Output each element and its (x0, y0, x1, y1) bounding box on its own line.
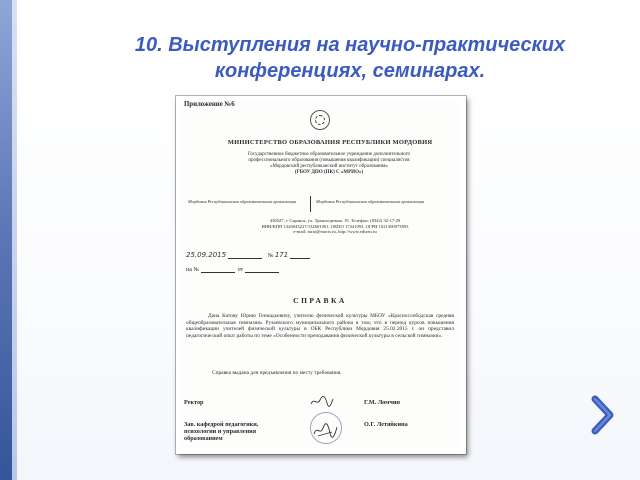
org-line-1: Государственное бюджетное образовательное учреждение дополнительного (247, 152, 411, 157)
address-line-1: 430027, г. Саранск, ул. Транспортная, 19. Телефон: (8342) 32-17-29 (269, 218, 401, 223)
coat-of-arms-emblem (310, 110, 330, 130)
address-block (222, 218, 448, 235)
department-title-line3: образованием (184, 435, 223, 443)
reference-line (186, 267, 279, 273)
reference-from-label: от (237, 267, 244, 273)
letterhead-divider (310, 196, 311, 212)
registration-date: 25.09.2015 (186, 251, 227, 259)
org-line-4: (ГБОУ ДПО (ПК) С «МРИО») (294, 170, 364, 175)
rector-title: Ректор (184, 399, 204, 406)
rector-name: Г.М. Ломчин (364, 399, 400, 406)
reference-from-underline (245, 272, 279, 273)
reference-to-label: на № (186, 267, 200, 273)
slide-title-line2: конференциях, семинарах. (214, 60, 486, 82)
slide-left-band (0, 0, 12, 480)
document-scan (176, 96, 466, 454)
department-title-line1: Зав. кафедрой педагогики, (184, 421, 259, 428)
department-head-name: О.Г. Летяйкина (364, 421, 408, 428)
address-line-3: e-mail: mrio@moris.ru, http://www.edurm.ru (293, 229, 377, 235)
certificate-document (182, 100, 458, 448)
emblem-inner-ring (315, 115, 325, 125)
registration-line (186, 252, 310, 259)
slide-left-band-light (12, 0, 17, 480)
chevron-right-icon[interactable] (588, 395, 618, 435)
registration-date-underline (228, 258, 262, 259)
org-line-2: профессионального образования (повышения квалификации) специалистов (248, 158, 410, 163)
department-signature-icon (312, 422, 338, 438)
letterhead-left-column: Мордовия Республиканская образовательная организация (188, 199, 296, 204)
department-title-line2: психологии и управления (184, 428, 257, 436)
appendix-label: Приложение №6 (184, 101, 235, 108)
slide-title (90, 32, 610, 84)
document-heading: СПРАВКА (293, 296, 347, 305)
letterhead-right-column: Мордовия Республиканская образовательная организация (316, 199, 424, 204)
reference-to-underline (201, 272, 235, 273)
department-title (184, 421, 294, 443)
registration-number-label: № (267, 253, 274, 259)
rector-signature-icon (310, 395, 334, 407)
address-line-2: ИНН/КПП 1326043227/132601001, ОКПО 17441093, ОГРН 1021300973993 (261, 223, 409, 229)
org-line-3: «Мордовский республиканский институт образования» (269, 164, 388, 169)
registration-number-underline (290, 258, 310, 259)
registration-number: 171 (274, 251, 289, 259)
certificate-body-text: Дана Катову Юрию Геннадьевичу, учителю физической культуры МБОУ «Краснослободская средняя общеобразовательная гимназия» Рузаевского муниципального района в том, что в период курсов повышения квалификации учителей физической культуры в ОБК Республики Мордовия 25.02.2015 г. он представил педагогический опыт работы по теме «Особенности преподавания физической культуры в сельской гимназии». (186, 313, 454, 340)
organization-block (210, 152, 448, 176)
ministry-heading: МИНИСТЕРСТВО ОБРАЗОВАНИЯ РЕСПУБЛИКИ МОРДОВИЯ (227, 139, 433, 146)
issued-note: Справка выдана для предъявления по месту требования. (212, 370, 342, 376)
slide-title-line1: 10. Выступления на научно-практических (134, 34, 566, 56)
